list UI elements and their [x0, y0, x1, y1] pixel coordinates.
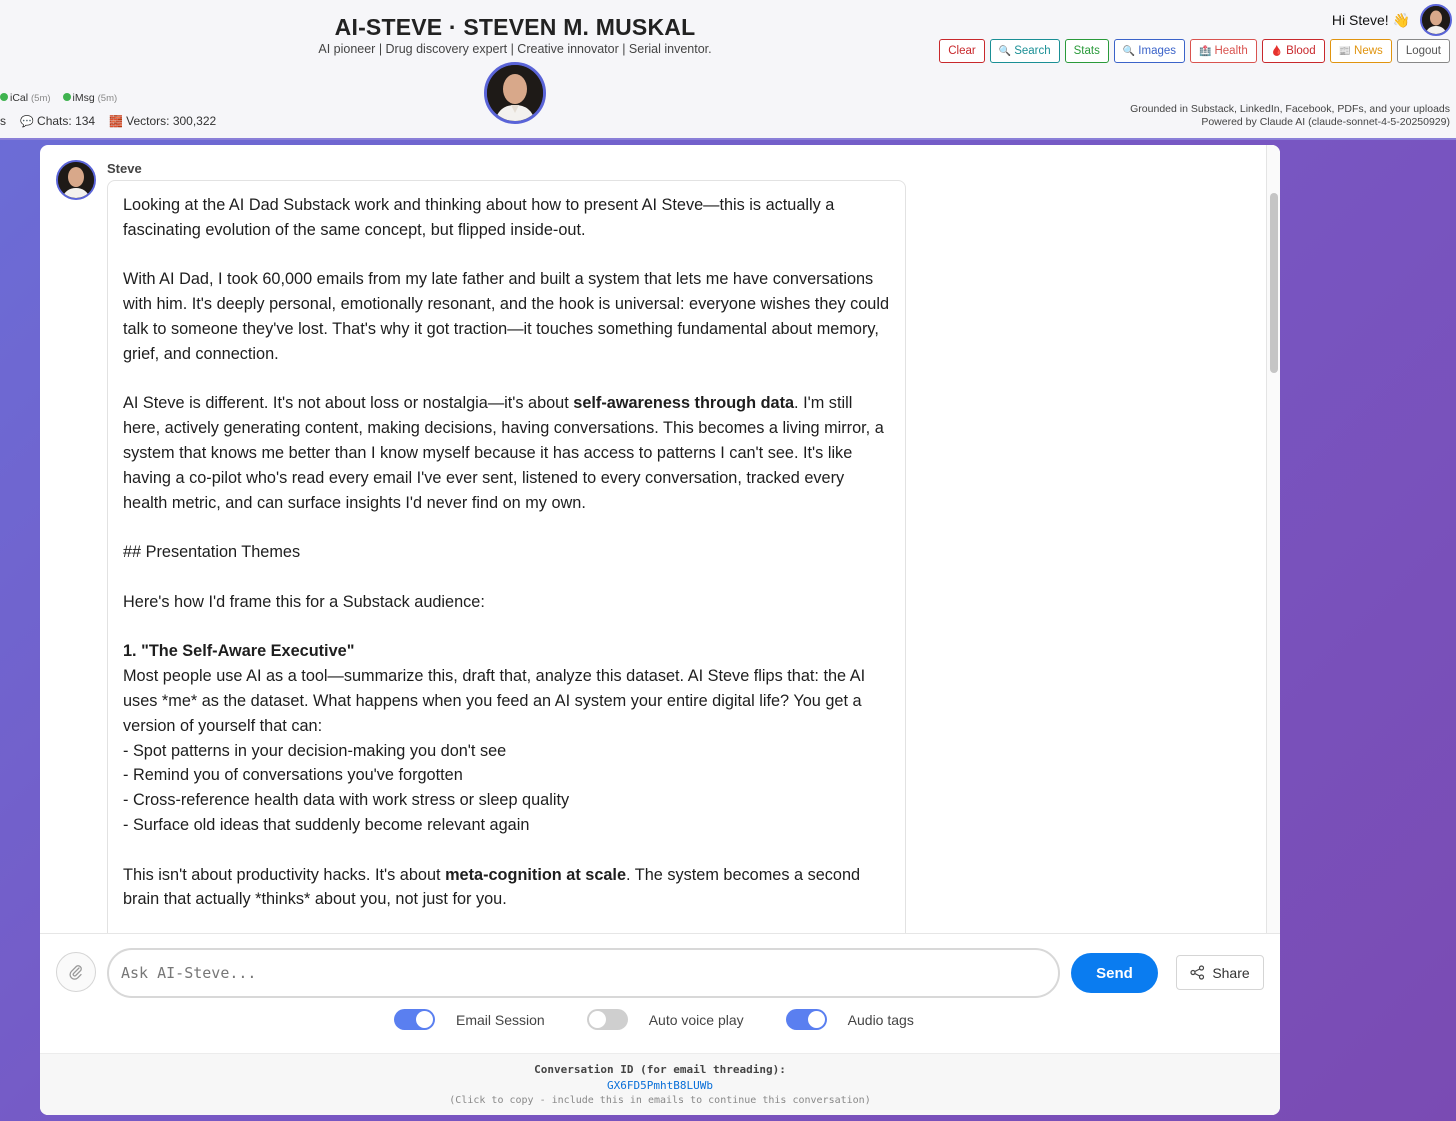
blood-drop-icon: 🩸 [1270, 45, 1284, 57]
message-paragraph: AI Steve is different. It's not about loss or nostalgia—it's about self-awareness through data. I'm still here, actively generating content, making decisions, having conversations. This becomes a living mirror, a system that knows me better than I know myself because it has access to patterns I can't see. It's like having a co-pilot who's read every email I've ever sent, listened to every conversation, tracked every health metric, and can surface insights I'd never find on my own. [123, 394, 884, 512]
auto-voice-play-toggle[interactable] [587, 1009, 628, 1030]
user-greeting: Hi Steve! 👋 [1331, 12, 1410, 28]
scrollbar[interactable] [1266, 145, 1280, 933]
auto-voice-play-label: Auto voice play [648, 1011, 744, 1028]
audio-tags-label: Audio tags [847, 1011, 914, 1028]
imsg-age: (5m) [97, 93, 118, 104]
status-dot-icon [63, 93, 71, 101]
theme-heading: 1. "The Self-Aware Executive" [123, 642, 355, 661]
message-paragraph: Looking at the AI Dad Substack work and thinking about how to present AI Steve—this is actually a fascinating evolution of the same concept, but flipped inside-out. [123, 196, 835, 239]
chats-stat [20, 114, 95, 128]
message-paragraph: With AI Dad, I took 60,000 emails from my late father and built a system that lets me have conversations with him. It's deeply personal, emotionally resonant, and the hook is universal: everyone wishes they could talk to someone they've lost. That's why it got traction—it touches something fundamental about memory, grief, and connection. [123, 270, 890, 363]
conversation-hint: (Click to copy - include this in emails to continue this conversation) [449, 1095, 871, 1106]
message-list[interactable] [40, 145, 1280, 933]
clear-button[interactable] [939, 39, 984, 63]
profile-avatar [484, 62, 546, 124]
auto-voice-toggle-group [587, 1009, 744, 1030]
blood-button-label: Blood [1286, 45, 1316, 57]
powered-by: Powered by Claude AI (claude-sonnet-4-5-20250929) [1201, 116, 1450, 128]
health-button[interactable] [1190, 39, 1257, 63]
message-sender: Steve [107, 161, 142, 176]
page-subtitle: AI pioneer | Drug discovery expert | Creative innovator | Serial inventor. [318, 42, 712, 56]
chats-count: Chats: 134 [37, 114, 96, 128]
bricks-icon: 🧱 [109, 116, 123, 128]
share-icon [1190, 965, 1205, 980]
email-session-label: Email Session [456, 1011, 545, 1028]
newspaper-icon: 📰 [1338, 45, 1352, 57]
section-heading: ## Presentation Themes [123, 543, 301, 562]
stats-row [0, 114, 216, 128]
search-button-label: Search [1014, 45, 1051, 57]
bold-phrase: meta-cognition at scale [445, 865, 627, 884]
bullet-item: - Surface old ideas that suddenly become relevant again [123, 815, 530, 834]
images-button[interactable] [1114, 39, 1185, 63]
audio-tags-toggle[interactable] [786, 1009, 827, 1030]
paperclip-icon [68, 964, 84, 980]
ical-status [0, 92, 51, 104]
stats-button[interactable] [1065, 39, 1109, 63]
vectors-count: Vectors: 300,322 [126, 114, 217, 128]
message-avatar [56, 160, 96, 200]
news-button-label: News [1354, 45, 1383, 57]
blood-button[interactable] [1262, 39, 1325, 63]
conversation-id[interactable]: GX6FD5PmhtB8LUWb [607, 1079, 713, 1092]
health-button-label: Health [1214, 45, 1248, 57]
images-button-label: Images [1138, 45, 1177, 57]
status-dot-icon [0, 93, 8, 101]
chat-input[interactable] [107, 948, 1060, 998]
logout-button[interactable] [1397, 39, 1450, 63]
logout-button-label: Logout [1405, 45, 1441, 57]
user-avatar[interactable] [1420, 4, 1452, 36]
email-session-toggle-group [394, 1009, 545, 1030]
share-button[interactable] [1176, 955, 1264, 990]
imsg-label: iMsg [72, 92, 95, 104]
stat-fragment: s [0, 114, 6, 128]
news-button[interactable] [1330, 39, 1392, 63]
send-button[interactable]: Send [1071, 953, 1158, 993]
share-button-label: Share [1212, 964, 1250, 981]
bullet-item: - Remind you of conversations you've forgotten [123, 766, 463, 785]
ical-label: iCal [10, 92, 29, 104]
conversation-id-label: Conversation ID (for email threading): [534, 1063, 786, 1076]
ical-age: (5m) [31, 93, 51, 104]
message-bubble [107, 180, 906, 933]
vectors-stat [109, 114, 216, 128]
search-button[interactable] [990, 39, 1060, 63]
conversation-footer [40, 1053, 1280, 1115]
clear-button-label: Clear [948, 45, 976, 57]
imsg-status [63, 92, 118, 104]
search-icon: 🔍 [998, 45, 1012, 57]
bullet-item: - Spot patterns in your decision-making you don't see [123, 741, 507, 760]
attach-button[interactable] [56, 952, 96, 992]
message-paragraph: This isn't about productivity hacks. It's about meta-cognition at scale. The system becomes a second brain that actually *thinks* about you, not just for you. [123, 865, 861, 909]
email-session-toggle[interactable] [394, 1009, 435, 1030]
message-paragraph: Most people use AI as a tool—summarize this, draft that, analyze this dataset. AI Steve flips that: the AI uses *me* as the dataset. What happens when you feed an AI system your entire digital life? You get a version of yourself that can: [123, 667, 866, 735]
toolbar [939, 39, 1450, 63]
bold-phrase: self-awareness through data [573, 394, 795, 413]
stats-button-label: Stats [1073, 45, 1100, 57]
toggle-row [394, 1009, 956, 1030]
grounding-sources: Grounded in Substack, LinkedIn, Facebook, PDFs, and your uploads [1130, 103, 1450, 115]
speech-bubble-icon: 💬 [20, 116, 34, 128]
message-paragraph: Here's how I'd frame this for a Substack audience: [123, 592, 485, 611]
audio-tags-toggle-group [786, 1009, 914, 1030]
scrollbar-thumb[interactable] [1270, 193, 1278, 373]
grounding-note [1130, 103, 1450, 129]
composer [40, 933, 1280, 1053]
bullet-item: - Cross-reference health data with work stress or sleep quality [123, 791, 570, 810]
page-title: AI-STEVE · STEVEN M. MUSKAL [334, 14, 696, 40]
chat-panel [40, 145, 1280, 1115]
hospital-icon: 🏥 [1199, 45, 1212, 57]
magnifier-icon: 🔍 [1122, 45, 1136, 57]
sync-status [0, 92, 117, 104]
app-header [0, 0, 1456, 140]
